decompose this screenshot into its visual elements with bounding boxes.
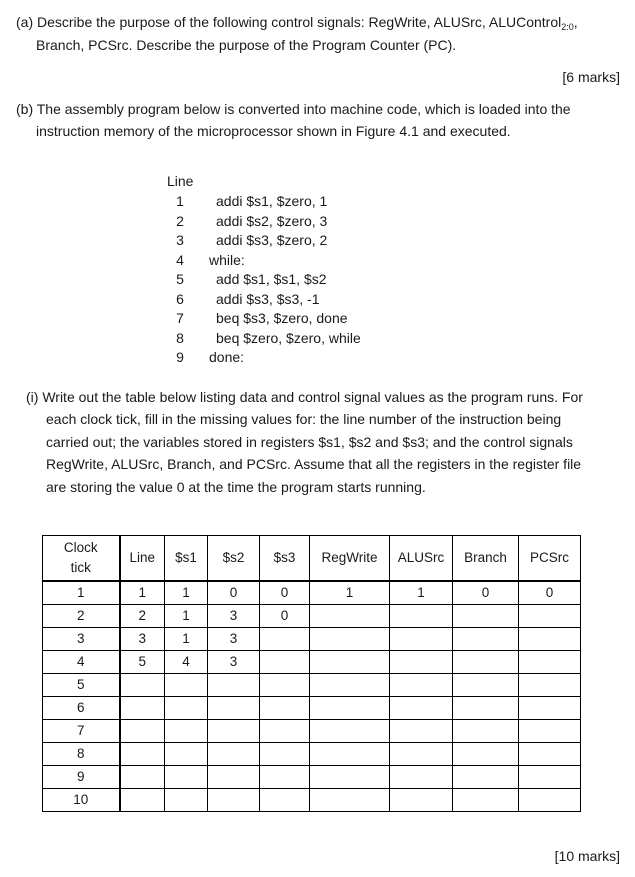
table-row [43, 766, 581, 789]
header-line: Line [120, 536, 165, 582]
header-alusrc: ALUSrc [390, 536, 453, 582]
program-instruction: addi $s3, $s3, -1 [216, 290, 320, 307]
program-line-number: 3 [176, 232, 184, 248]
part-b-line-1: (b) The assembly program below is converted into machine code, which is loaded into the [16, 101, 571, 117]
cell-s3[interactable] [260, 674, 310, 697]
program-line-number: 8 [176, 329, 184, 346]
program-instruction: add $s1, $s1, $s2 [216, 271, 327, 287]
cell-alusrc[interactable] [390, 766, 453, 789]
cell-branch[interactable] [453, 651, 519, 674]
cell-clock-tick: 10 [43, 789, 120, 812]
cell-alusrc[interactable] [390, 720, 453, 743]
cell-s3[interactable] [260, 697, 310, 720]
header-branch: Branch [453, 536, 519, 582]
header-s3: $s3 [260, 536, 310, 582]
cell-s1[interactable]: 1 [165, 628, 208, 651]
part-a-subscript: 2:0 [561, 22, 574, 32]
part-a-comma: , [573, 14, 578, 30]
cell-s1[interactable]: 1 [165, 581, 208, 605]
program-label: while: [209, 251, 245, 268]
cell-line[interactable] [120, 789, 165, 812]
cell-alusrc[interactable] [390, 697, 453, 720]
part-a-marks: [6 marks] [562, 69, 620, 85]
cell-clock-tick: 6 [43, 697, 120, 720]
cell-clock-tick: 7 [43, 720, 120, 743]
header-tick-word: tick [70, 560, 91, 575]
cell-alusrc[interactable] [390, 789, 453, 812]
cell-line[interactable] [120, 720, 165, 743]
cell-pcsrc[interactable] [519, 789, 581, 812]
cell-regwrite[interactable] [310, 674, 390, 697]
cell-branch[interactable] [453, 674, 519, 697]
cell-s2[interactable] [208, 766, 260, 789]
cell-regwrite[interactable]: 1 [310, 581, 390, 605]
program-line-number: 1 [176, 193, 184, 209]
cell-clock-tick: 8 [43, 743, 120, 766]
cell-s3[interactable] [260, 651, 310, 674]
header-regwrite: RegWrite [310, 536, 390, 582]
cell-line[interactable]: 1 [120, 581, 165, 605]
cell-s1[interactable] [165, 766, 208, 789]
cell-s2[interactable] [208, 743, 260, 766]
cell-pcsrc[interactable] [519, 628, 581, 651]
cell-s2[interactable] [208, 697, 260, 720]
table-row [43, 789, 581, 812]
cell-branch[interactable] [453, 697, 519, 720]
cell-s3[interactable] [260, 628, 310, 651]
part-a-line-1 [16, 14, 578, 32]
cell-s1[interactable] [165, 674, 208, 697]
cell-pcsrc[interactable] [519, 766, 581, 789]
table-row [43, 651, 581, 674]
program-line-number: 6 [176, 290, 184, 307]
cell-alusrc[interactable]: 1 [390, 581, 453, 605]
cell-clock-tick: 4 [43, 651, 120, 674]
cell-line[interactable] [120, 743, 165, 766]
cell-s3[interactable]: 0 [260, 605, 310, 628]
cell-regwrite[interactable] [310, 651, 390, 674]
cell-line[interactable] [120, 697, 165, 720]
cell-clock-tick: 2 [43, 605, 120, 628]
cell-s1[interactable]: 1 [165, 605, 208, 628]
program-line-number: 9 [176, 349, 184, 365]
cell-line[interactable] [120, 674, 165, 697]
cell-branch[interactable]: 0 [453, 581, 519, 605]
cell-clock-tick: 9 [43, 766, 120, 789]
cell-s2[interactable]: 0 [208, 581, 260, 605]
cell-branch[interactable] [453, 789, 519, 812]
cell-s2[interactable]: 3 [208, 628, 260, 651]
table-row [43, 720, 581, 743]
cell-s1[interactable] [165, 789, 208, 812]
program-line-header: Line [167, 173, 194, 189]
cell-s2[interactable] [208, 720, 260, 743]
table-row [43, 674, 581, 697]
cell-regwrite[interactable] [310, 766, 390, 789]
table-row [43, 628, 581, 651]
table-body [43, 581, 581, 812]
cell-alusrc[interactable] [390, 651, 453, 674]
program-instruction: beq $zero, $zero, while [216, 329, 361, 346]
cell-line[interactable]: 3 [120, 628, 165, 651]
part-b-line-2: instruction memory of the microprocessor shown in Figure 4.1 and executed. [36, 123, 511, 139]
part-i-line: carried out; the variables stored in registers $s1, $s2 and $s3; and the control signals [46, 433, 573, 450]
program-label: done: [209, 349, 245, 365]
program-line-number: 7 [176, 310, 184, 326]
part-a-text: (a) Describe the purpose of the following control signals: RegWrite, ALUSrc, ALUControl [16, 14, 562, 30]
cell-s1[interactable] [165, 720, 208, 743]
cell-s3[interactable] [260, 743, 310, 766]
cell-s2[interactable] [208, 789, 260, 812]
part-i-line: (i) Write out the table below listing data and control signal values as the program runs. For [26, 389, 583, 405]
cell-alusrc[interactable] [390, 674, 453, 697]
cell-branch[interactable] [453, 628, 519, 651]
cell-s2[interactable]: 3 [208, 605, 260, 628]
table-row [43, 605, 581, 628]
table-row [43, 697, 581, 720]
cell-clock-tick: 1 [43, 581, 120, 605]
header-s2: $s2 [208, 536, 260, 582]
part-i-line: each clock tick, fill in the missing values for: the line number of the instruction being [46, 411, 562, 428]
cell-pcsrc[interactable] [519, 674, 581, 697]
cell-s1[interactable]: 4 [165, 651, 208, 674]
cell-branch[interactable] [453, 720, 519, 743]
cell-branch[interactable] [453, 766, 519, 789]
cell-pcsrc[interactable] [519, 697, 581, 720]
table-row [43, 581, 581, 605]
table-row [43, 743, 581, 766]
header-clock-word: Clock [63, 540, 98, 555]
program-instruction: addi $s3, $zero, 2 [216, 232, 328, 248]
part-i-line: are storing the value 0 at the time the program starts running. [46, 478, 426, 495]
cell-regwrite[interactable] [310, 628, 390, 651]
cell-s2[interactable] [208, 674, 260, 697]
cell-s1[interactable] [165, 743, 208, 766]
cell-pcsrc[interactable] [519, 651, 581, 674]
header-clock-tick [43, 536, 120, 582]
cell-pcsrc[interactable]: 0 [519, 581, 581, 605]
cell-clock-tick: 3 [43, 628, 120, 651]
cell-pcsrc[interactable] [519, 743, 581, 766]
header-s1: $s1 [165, 536, 208, 582]
cell-pcsrc[interactable] [519, 720, 581, 743]
trace-table [42, 535, 581, 812]
table-header-row [43, 536, 581, 582]
cell-regwrite[interactable] [310, 789, 390, 812]
cell-regwrite[interactable] [310, 720, 390, 743]
cell-pcsrc[interactable] [519, 605, 581, 628]
cell-alusrc[interactable] [390, 605, 453, 628]
cell-line[interactable] [120, 766, 165, 789]
program-line-number: 5 [176, 271, 184, 287]
cell-regwrite[interactable] [310, 743, 390, 766]
cell-branch[interactable] [453, 743, 519, 766]
header-pcsrc: PCSrc [519, 536, 581, 582]
cell-alusrc[interactable] [390, 743, 453, 766]
cell-s3[interactable] [260, 789, 310, 812]
cell-line[interactable]: 2 [120, 605, 165, 628]
program-line-number: 4 [176, 251, 184, 268]
cell-s3[interactable] [260, 720, 310, 743]
cell-s2[interactable]: 3 [208, 651, 260, 674]
cell-s1[interactable] [165, 697, 208, 720]
program-instruction: addi $s1, $zero, 1 [216, 193, 328, 209]
cell-s3[interactable]: 0 [260, 581, 310, 605]
cell-line[interactable]: 5 [120, 651, 165, 674]
cell-s3[interactable] [260, 766, 310, 789]
program-instruction: addi $s2, $zero, 3 [216, 212, 328, 229]
part-i-marks: [10 marks] [554, 848, 620, 864]
cell-clock-tick: 5 [43, 674, 120, 697]
part-i-line: RegWrite, ALUSrc, Branch, and PCSrc. Assume that all the registers in the register file [46, 456, 582, 473]
cell-regwrite[interactable] [310, 605, 390, 628]
cell-branch[interactable] [453, 605, 519, 628]
cell-alusrc[interactable] [390, 628, 453, 651]
program-line-number: 2 [176, 212, 184, 229]
cell-regwrite[interactable] [310, 697, 390, 720]
part-a-line-2: Branch, PCSrc. Describe the purpose of the Program Counter (PC). [36, 37, 457, 53]
program-instruction: beq $s3, $zero, done [216, 310, 348, 326]
